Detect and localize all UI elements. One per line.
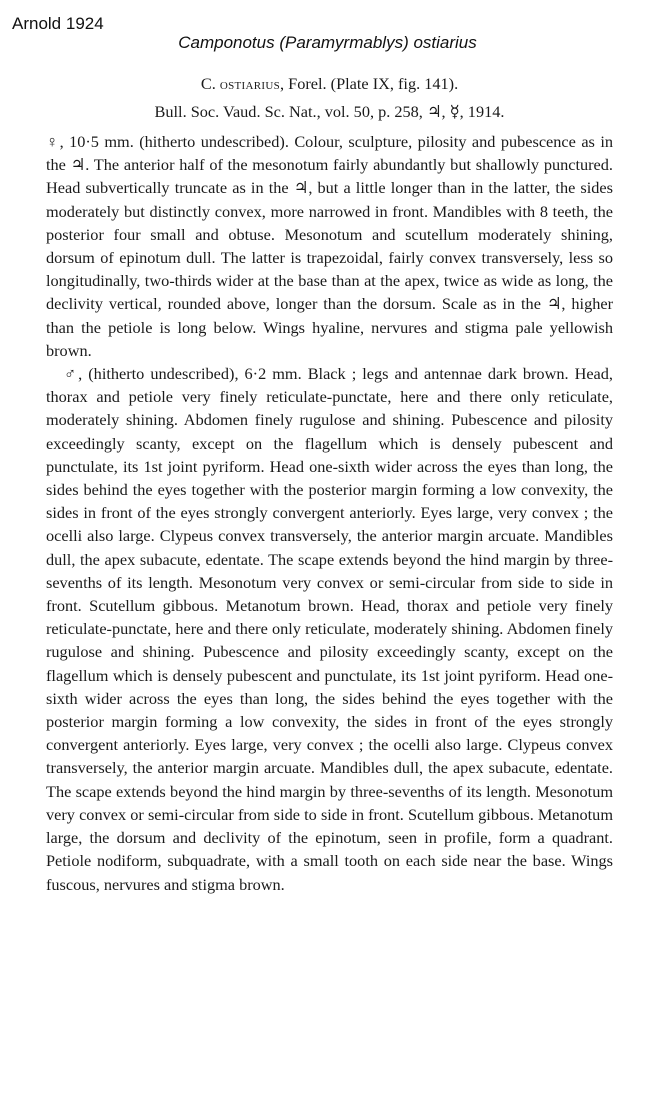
document-body xyxy=(46,72,613,896)
heading-abbrev: C. xyxy=(200,74,216,93)
heading-species-name: ostiarius xyxy=(219,74,280,93)
species-title: Camponotus (Paramyrmablys) ostiarius xyxy=(178,33,477,52)
species-heading xyxy=(46,72,613,96)
source-label: Arnold 1924 xyxy=(12,14,104,33)
bibliographic-citation: Bull. Soc. Vaud. Sc. Nat., vol. 50, p. 258, ♃, ☿, 1914. xyxy=(154,102,505,121)
paragraph-female: ♀, 10·5 mm. (hitherto undescribed). Colour, sculpture, pilosity and pubescence as in the ♃. The anterior half of the mesonotum fairly abundantly but shallowly punctured. Head subvertically truncate as in the ♃, but a little longer than in the latter, the sides moderately but distinctly convex, more narrowed in front. Mandibles with 8 teeth, the posterior four small and obtuse. Mesonotum and scutellum moderately shining, dorsum of epinotum dull. The latter is trapezoidal, fairly convex transversely, less so longitudinally, two-thirds wider at the base than at the apex, twice as wide as long, the declivity vertical, rounded above, longer than the dorsum. Scale as in the ♃, higher than the petiole is long below. Wings hyaline, nervures and stigma pale yellowish brown. xyxy=(46,132,613,360)
paragraph-male: ♂, (hitherto undescribed), 6·2 mm. Black ; legs and antennae dark brown. Head, thorax and petiole very finely reticulate-punctate, here and there only reticulate, moderately shining. Abdomen finely rugulose and shining. Pubescence and pilosity exceedingly scanty, except on the flagellum which is densely pubescent and punctulate, its 1st joint pyriform. Head one-sixth wider across the eyes than long, the sides behind the eyes together with the posterior margin forming a low convexity, the sides in front of the eyes strongly convergent anteriorly. Eyes large, very convex ; the ocelli also large. Clypeus convex transversely, the anterior margin arcuate. Mandibles dull, the apex subacute, edentate. The scape extends beyond the hind margin by three-sevenths of its length. Mesonotum very convex or semi-circular from side to side in front. Scutellum gibbous. Metanotum brown. Head, thorax and petiole very finely reticulate-punctate, here and there only reticulate, moderately shining. Abdomen finely rugulose and shining. Pubescence and pilosity exceedingly scanty, except on the flagellum which is densely pubescent and punctulate, its 1st joint pyriform. Head one-sixth wider across the eyes than long, the sides behind the eyes together with the posterior margin forming a low convexity, the sides in front of the eyes strongly convergent anteriorly. Eyes large, very convex ; the ocelli also large. Clypeus convex transversely, the anterior margin arcuate. Mandibles dull, the apex subacute, edentate. The scape extends beyond the hind margin by three-sevenths of its length. Mesonotum very convex or semi-circular from side to side in front. Scutellum gibbous. Metanotum large, the dorsum and declivity of the epinotum, seen in profile, form a quadrant. Petiole nodiform, subquadrate, with a small tooth on each side near the base. Wings fuscous, nervures and stigma brown. xyxy=(46,364,613,894)
heading-author-plate: , Forel. (Plate IX, fig. 141). xyxy=(280,74,459,93)
